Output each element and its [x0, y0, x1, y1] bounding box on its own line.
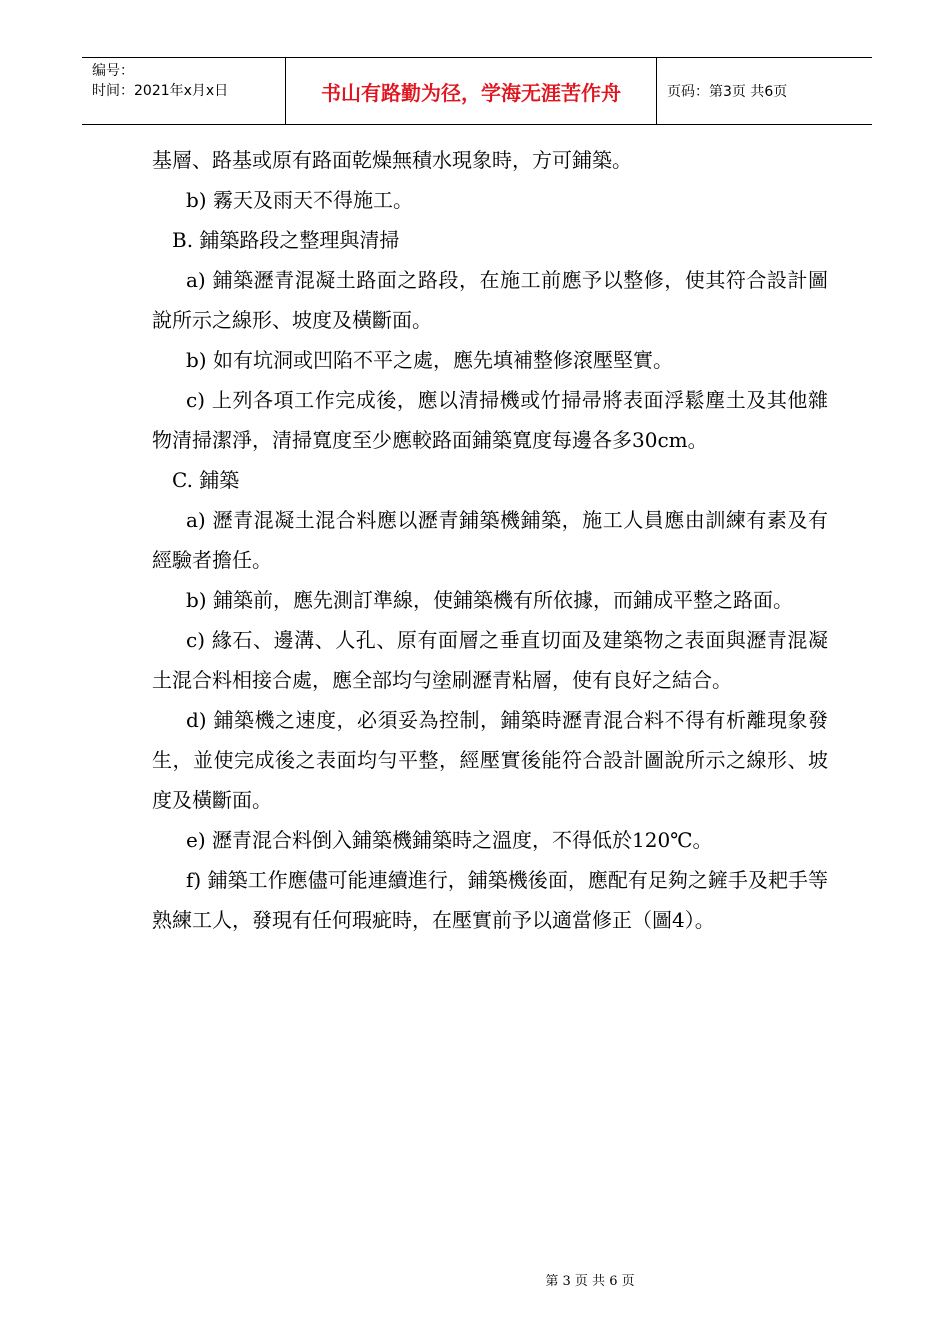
paragraph: a) 瀝青混凝土混合料應以瀝青鋪築機鋪築，施工人員應由訓練有素及有經驗者擔任。	[152, 508, 828, 572]
paragraph: 基層、路基或原有路面乾燥無積水現象時，方可鋪築。	[152, 148, 632, 172]
paragraph: b) 鋪築前，應先測訂準線，使鋪築機有所依據，而鋪成平整之路面。	[186, 588, 793, 612]
page-footer: 第 3 页 共 6 页	[545, 1274, 635, 1289]
paragraph: a) 鋪築瀝青混凝土路面之路段，在施工前應予以整修，使其符合設計圖說所示之線形、坡度及橫斷面。	[152, 268, 828, 332]
section-heading: B. 鋪築路段之整理與清掃	[172, 228, 400, 252]
paragraph: c) 上列各項工作完成後，應以清掃機或竹掃帚將表面浮鬆塵土及其他雜物清掃潔淨，清掃寬度至少應較路面鋪築寬度每邊各多30cm。	[152, 388, 828, 452]
paragraph: b) 如有坑洞或凹陷不平之處，應先填補整修滾壓堅實。	[186, 348, 673, 372]
page-header	[82, 57, 872, 125]
header-motto: 书山有路勤为径，学海无涯苦作舟	[285, 58, 657, 124]
document-body	[152, 140, 828, 940]
section-heading: C. 鋪築	[172, 468, 240, 492]
document-time: 时间：2021年x月x日	[92, 83, 229, 99]
paragraph: c) 緣石、邊溝、人孔、原有面層之垂直切面及建築物之表面與瀝青混凝土混合料相接合處，應全部均勻塗刷瀝青粘層，使有良好之結合。	[152, 628, 828, 692]
paragraph: f) 鋪築工作應儘可能連續進行，鋪築機後面，應配有足夠之鏟手及耙手等熟練工人，發現有任何瑕疵時，在壓實前予以適當修正（圖4）。	[152, 868, 828, 932]
document-number: 编号：	[92, 63, 134, 79]
paragraph: d) 鋪築機之速度，必須妥為控制，鋪築時瀝青混合料不得有析離現象發生，並使完成後之表面均勻平整，經壓實後能符合設計圖說所示之線形、坡度及橫斷面。	[152, 708, 828, 812]
paragraph: e) 瀝青混合料倒入鋪築機鋪築時之溫度，不得低於120℃。	[186, 828, 713, 852]
header-page-number: 页码：第3页 共6页	[667, 84, 788, 100]
paragraph: b) 霧天及雨天不得施工。	[186, 188, 413, 212]
header-meta	[82, 58, 285, 124]
